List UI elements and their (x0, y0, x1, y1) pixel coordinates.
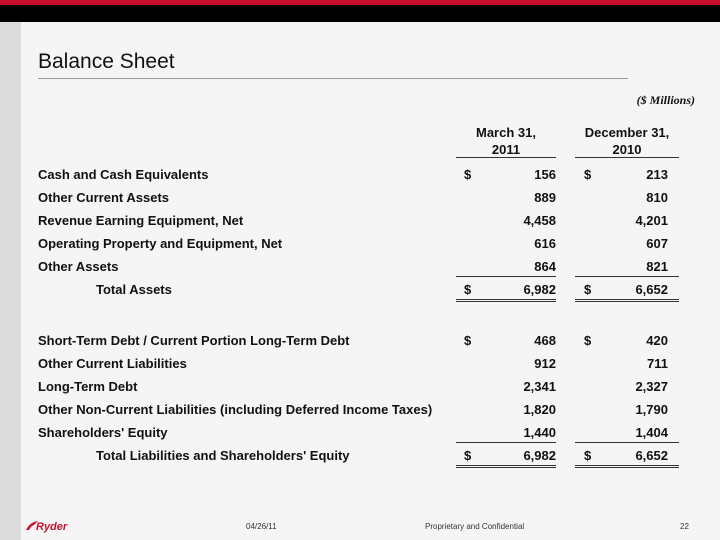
subtotal-rule (575, 442, 679, 443)
currency-symbol: $ (584, 167, 592, 182)
value-december-2010: 6,652 (635, 448, 668, 463)
value-december-2010: 420 (646, 333, 668, 348)
value-march-2011: 616 (534, 236, 556, 251)
value-december-2010: 1,790 (635, 402, 668, 417)
footer-date: 04/26/11 (246, 522, 277, 531)
subtotal-rule (456, 276, 556, 277)
value-december-2010: 810 (646, 190, 668, 205)
row-label: Other Current Assets (38, 190, 169, 205)
value-december-2010: 6,652 (635, 282, 668, 297)
subtotal-rule (456, 442, 556, 443)
total-double-rule (456, 465, 556, 468)
row-label: Operating Property and Equipment, Net (38, 236, 283, 251)
row-label: Other Current Liabilities (38, 356, 187, 371)
total-double-rule (456, 299, 556, 302)
value-december-2010: 2,327 (635, 379, 668, 394)
currency-symbol: $ (464, 167, 472, 182)
value-december-2010: 213 (646, 167, 668, 182)
value-december-2010: 4,201 (635, 213, 668, 228)
row-label: Long-Term Debt (38, 379, 138, 394)
footer-confidential: Proprietary and Confidential (425, 522, 525, 531)
value-march-2011: 1,440 (523, 425, 556, 440)
value-march-2011: 912 (534, 356, 556, 371)
row-label: Short-Term Debt / Current Portion Long-Term Debt (38, 333, 350, 348)
value-december-2010: 1,404 (635, 425, 668, 440)
page-title: Balance Sheet (38, 50, 175, 73)
value-march-2011: 864 (534, 259, 556, 274)
value-december-2010: 821 (646, 259, 668, 274)
subtotal-rule (575, 276, 679, 277)
currency-symbol: $ (584, 333, 592, 348)
value-march-2011: 6,982 (523, 448, 556, 463)
currency-symbol: $ (584, 282, 592, 297)
column-header-line2: 2010 (612, 142, 642, 157)
column-header-march-2011 (456, 124, 556, 158)
row-label: Total Assets (96, 282, 172, 297)
column-header-december-2010 (575, 124, 679, 158)
column-header-rule (575, 157, 679, 158)
value-march-2011: 889 (534, 190, 556, 205)
column-header-line1: March 31, (476, 125, 536, 140)
row-label: Shareholders' Equity (38, 425, 168, 440)
row-label: Other Assets (38, 259, 119, 274)
left-margin-bar (0, 22, 21, 540)
currency-symbol: $ (464, 448, 472, 463)
value-march-2011: 4,458 (523, 213, 556, 228)
units-note: ($ Millions) (636, 93, 695, 107)
ryder-logo (24, 516, 84, 536)
top-red-stripe (0, 0, 720, 5)
top-banner (0, 0, 720, 22)
total-double-rule (575, 465, 679, 468)
row-label: Cash and Cash Equivalents (38, 167, 209, 182)
title-underline (38, 78, 628, 79)
value-march-2011: 2,341 (523, 379, 556, 394)
column-header-rule (456, 157, 556, 158)
currency-symbol: $ (584, 448, 592, 463)
column-header-line2: 2011 (491, 142, 521, 157)
value-march-2011: 156 (534, 167, 556, 182)
page-number: 22 (680, 522, 689, 531)
total-double-rule (575, 299, 679, 302)
value-december-2010: 607 (646, 236, 668, 251)
row-label: Other Non-Current Liabilities (including Deferred Income Taxes) (38, 402, 433, 417)
currency-symbol: $ (464, 282, 472, 297)
logo-wordmark: Ryder (36, 521, 68, 533)
row-label: Revenue Earning Equipment, Net (38, 213, 244, 228)
value-march-2011: 6,982 (523, 282, 556, 297)
currency-symbol: $ (464, 333, 472, 348)
column-header-line1: December 31, (584, 125, 670, 140)
value-march-2011: 468 (534, 333, 556, 348)
value-march-2011: 1,820 (523, 402, 556, 417)
value-december-2010: 711 (647, 356, 668, 371)
row-label: Total Liabilities and Shareholders' Equity (96, 448, 350, 463)
